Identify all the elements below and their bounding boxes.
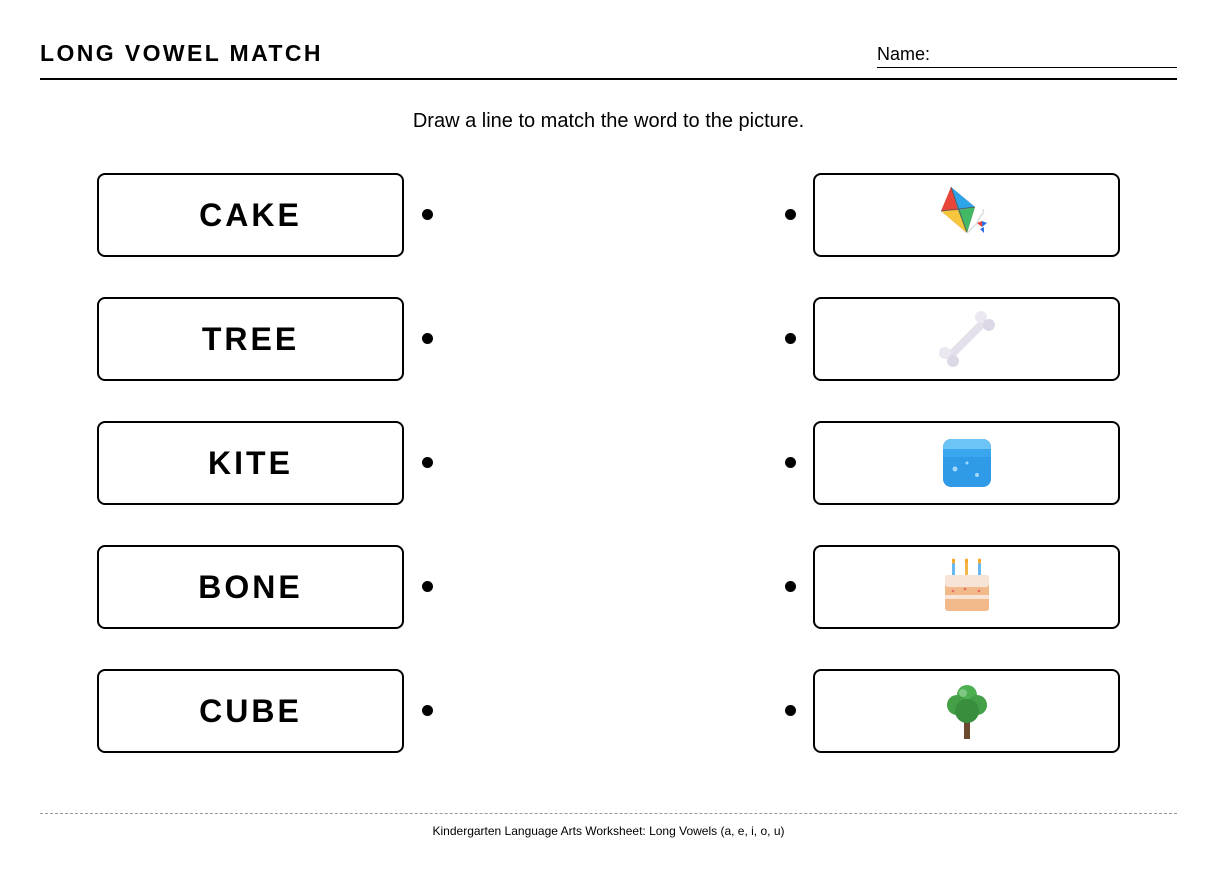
tree-icon — [937, 681, 997, 741]
word-label: TREE — [201, 320, 300, 357]
word-label: KITE — [208, 444, 293, 481]
page-title: LONG VOWEL MATCH — [40, 40, 323, 66]
word-card — [97, 669, 404, 753]
word-label: CUBE — [199, 692, 302, 729]
word-dot[interactable] — [422, 705, 433, 716]
kite-icon — [937, 185, 997, 245]
word-card — [97, 421, 404, 505]
name-label: Name: — [877, 44, 931, 64]
word-dot[interactable] — [422, 581, 433, 592]
word-dot[interactable] — [422, 209, 433, 220]
word-card — [97, 173, 404, 257]
word-card — [97, 297, 404, 381]
ice-cube-icon — [937, 433, 997, 493]
footer-divider — [40, 813, 1177, 814]
name-field[interactable] — [877, 44, 1177, 68]
instructions: Draw a line to match the word to the picture. — [412, 110, 805, 132]
picture-dot[interactable] — [785, 209, 796, 220]
footer-text: Kindergarten Language Arts Worksheet: Long Vowels (a, e, i, o, u) — [432, 824, 785, 838]
word-dot[interactable] — [422, 333, 433, 344]
word-dot[interactable] — [422, 457, 433, 468]
word-label: BONE — [198, 568, 303, 605]
picture-card — [813, 669, 1120, 753]
word-card — [97, 545, 404, 629]
picture-dot[interactable] — [785, 457, 796, 468]
bone-icon — [937, 309, 997, 369]
picture-dot[interactable] — [785, 705, 796, 716]
picture-card — [813, 545, 1120, 629]
word-label: CAKE — [199, 196, 302, 233]
cake-icon — [937, 557, 997, 617]
picture-dot[interactable] — [785, 581, 796, 592]
picture-card — [813, 421, 1120, 505]
header — [40, 0, 1177, 80]
picture-card — [813, 297, 1120, 381]
picture-card — [813, 173, 1120, 257]
picture-dot[interactable] — [785, 333, 796, 344]
